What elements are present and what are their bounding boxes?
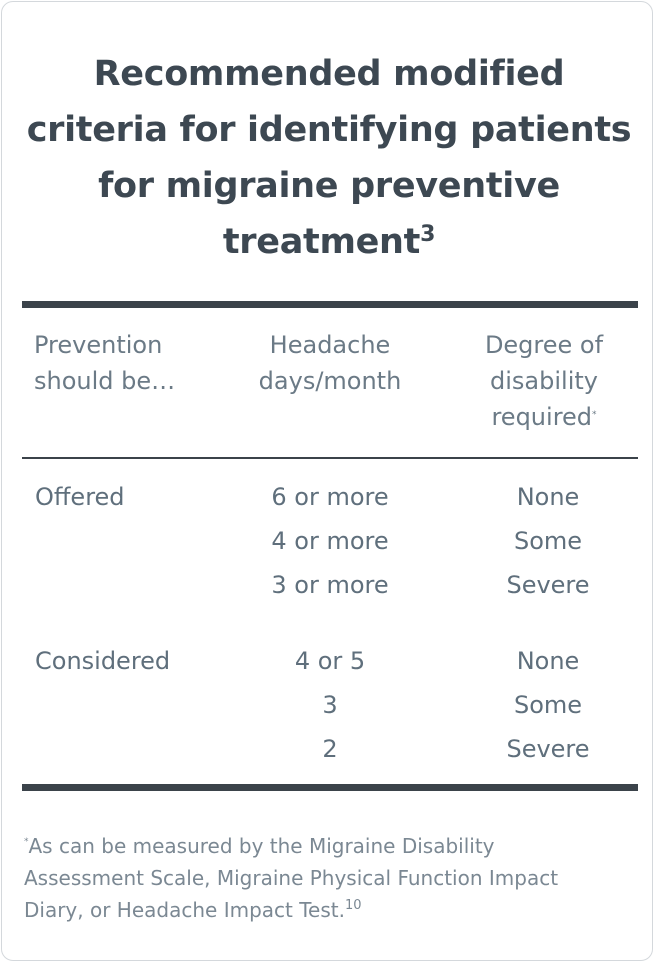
- table-cell-days: 6 or more: [271, 483, 389, 511]
- header-headache-line-2: days/month: [258, 367, 402, 395]
- table-cell-days: 2: [322, 735, 338, 763]
- header-disability-line-1: Degree of: [484, 331, 604, 359]
- footnote-line-2: Assessment Scale, Migraine Physical Function Impact: [24, 866, 559, 890]
- header-disability: [424, 327, 656, 435]
- table-cell-disability: None: [516, 483, 580, 511]
- group-label-considered: Considered: [35, 647, 171, 675]
- card-title: [2, 46, 656, 270]
- table-cell-disability: Severe: [506, 571, 590, 599]
- header-headache-days: [210, 327, 450, 399]
- table-cell-days: 3 or more: [271, 571, 389, 599]
- table-cell-disability: Severe: [506, 735, 590, 763]
- table-cell-disability: Some: [513, 691, 583, 719]
- header-disability-asterisk: *: [592, 410, 597, 420]
- title-reference: 3: [420, 222, 436, 247]
- table-cell-days: 3: [322, 691, 338, 719]
- footnote-line-3-text: Diary, or Headache Impact Test.: [24, 898, 345, 922]
- table-top-rule: [22, 301, 638, 308]
- table-bottom-rule: [22, 784, 638, 791]
- footnote-line-1-text: As can be measured by the Migraine Disability: [28, 834, 495, 858]
- header-disability-line-3-text: required: [491, 403, 593, 431]
- footnote-asterisk: *: [24, 837, 29, 847]
- header-prevention: [34, 327, 175, 399]
- title-line-1: Recommended modified: [93, 54, 565, 94]
- title-line-2: criteria for identifying patients: [26, 110, 632, 150]
- table-cell-disability: None: [516, 647, 580, 675]
- header-disability-line-2: disability: [490, 367, 598, 395]
- table-cell-disability: Some: [513, 527, 583, 555]
- title-line-3: for migraine preventive: [98, 166, 560, 206]
- footnote-line-3: [24, 894, 644, 926]
- footnote-line-1: [24, 830, 644, 862]
- header-disability-line-3: [424, 399, 656, 435]
- header-prevention-line-1: Prevention: [34, 331, 163, 359]
- title-line-4-text: treatment: [222, 222, 421, 262]
- header-prevention-line-2: should be…: [34, 367, 176, 395]
- footnote-reference: 10: [344, 898, 362, 913]
- footnote: [24, 830, 644, 926]
- header-headache-line-1: Headache: [269, 331, 391, 359]
- table-cell-days: 4 or 5: [294, 647, 366, 675]
- group-label-offered: Offered: [35, 483, 125, 511]
- header-divider: [22, 457, 638, 459]
- criteria-card: [1, 1, 653, 961]
- table-cell-days: 4 or more: [271, 527, 389, 555]
- title-line-4: [2, 214, 656, 270]
